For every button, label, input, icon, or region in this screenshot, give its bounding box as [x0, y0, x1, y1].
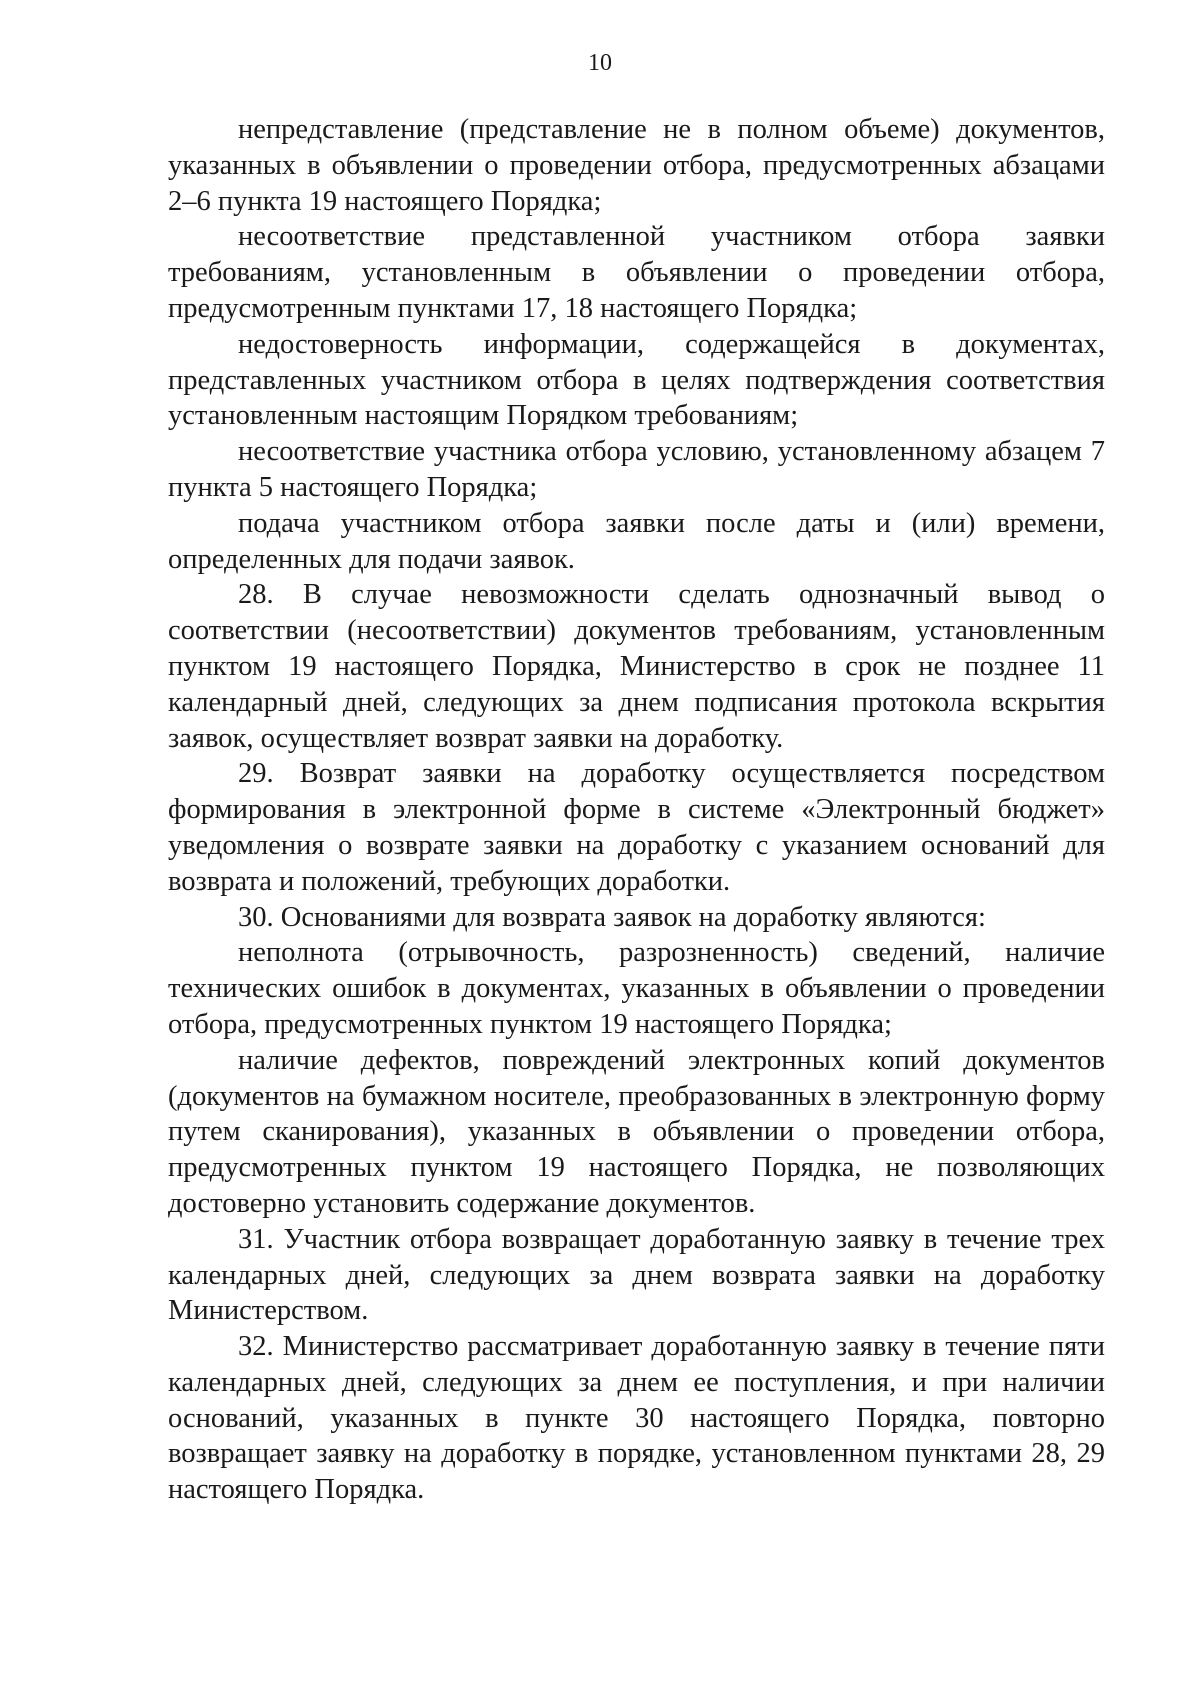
page-number: 10: [588, 50, 612, 76]
paragraph-item-32: 32. Министерство рассматривает доработанную заявку в течение пяти календарных дней, следующих за днем ее поступления, и при наличии оснований, указанных в пункте 30 настоящего Порядка, повторно возвращает заявку на доработку в порядке, установленном пунктами 28, 29 настоящего Порядка.: [168, 1331, 1105, 1506]
paragraph: недостоверность информации, содержащейся в документах, представленных участником отбора в целях подтверждения соответствия установленным настоящим Порядком требованиям;: [168, 328, 1105, 432]
paragraph: наличие дефектов, повреждений электронных копий документов (документов на бумажном носителе, преобразованных в электронную форму путем сканирования), указанных в объявлении о проведении отбора, предусмотренных пунктом 19 настоящего Порядка, не позволяющих достоверно установить содержание документов.: [168, 1044, 1105, 1219]
paragraph: несоответствие участника отбора условию, установленному абзацем 7 пункта 5 настоящего Порядка;: [168, 436, 1105, 503]
paragraph: несоответствие представленной участником отбора заявки требованиям, установленным в объявлении о проведении отбора, предусмотренным пунктами 17, 18 настоящего Порядка;: [168, 221, 1105, 324]
paragraph-item-28: 28. В случае невозможности сделать однозначный вывод о соответствии (несоответствии) документов требованиям, установленным пунктом 19 настоящего Порядка, Министерство в срок не позднее 11 календарный дней, следующих за днем подписания протокола вскрытия заявок, осуществляет возврат заявки на доработку.: [168, 579, 1105, 754]
paragraph-item-30: 30. Основаниями для возврата заявок на доработку являются:: [238, 901, 986, 933]
document-body: [168, 112, 1105, 1508]
paragraph-item-31: 31. Участник отбора возвращает доработанную заявку в течение трех календарных дней, следующих за днем возврата заявки на доработку Министерством.: [168, 1223, 1105, 1327]
paragraph: подача участником отбора заявки после даты и (или) времени, определенных для подачи заявок.: [168, 507, 1105, 575]
paragraph: неполнота (отрывочность, разрозненность) сведений, наличие технических ошибок в документах, указанных в объявлении о проведении отбора, предусмотренных пунктом 19 настоящего Порядка;: [168, 937, 1105, 1040]
paragraph-item-29: 29. Возврат заявки на доработку осуществляется посредством формирования в электронной форме в системе «Электронный бюджет» уведомления о возврате заявки на доработку с указанием оснований для возврата и положений, требующих доработки.: [168, 758, 1105, 897]
paragraph: непредставление (представление не в полном объеме) документов, указанных в объявлении о проведении отбора, предусмотренных абзацами 2–6 пункта 19 настоящего Порядка;: [168, 114, 1105, 217]
